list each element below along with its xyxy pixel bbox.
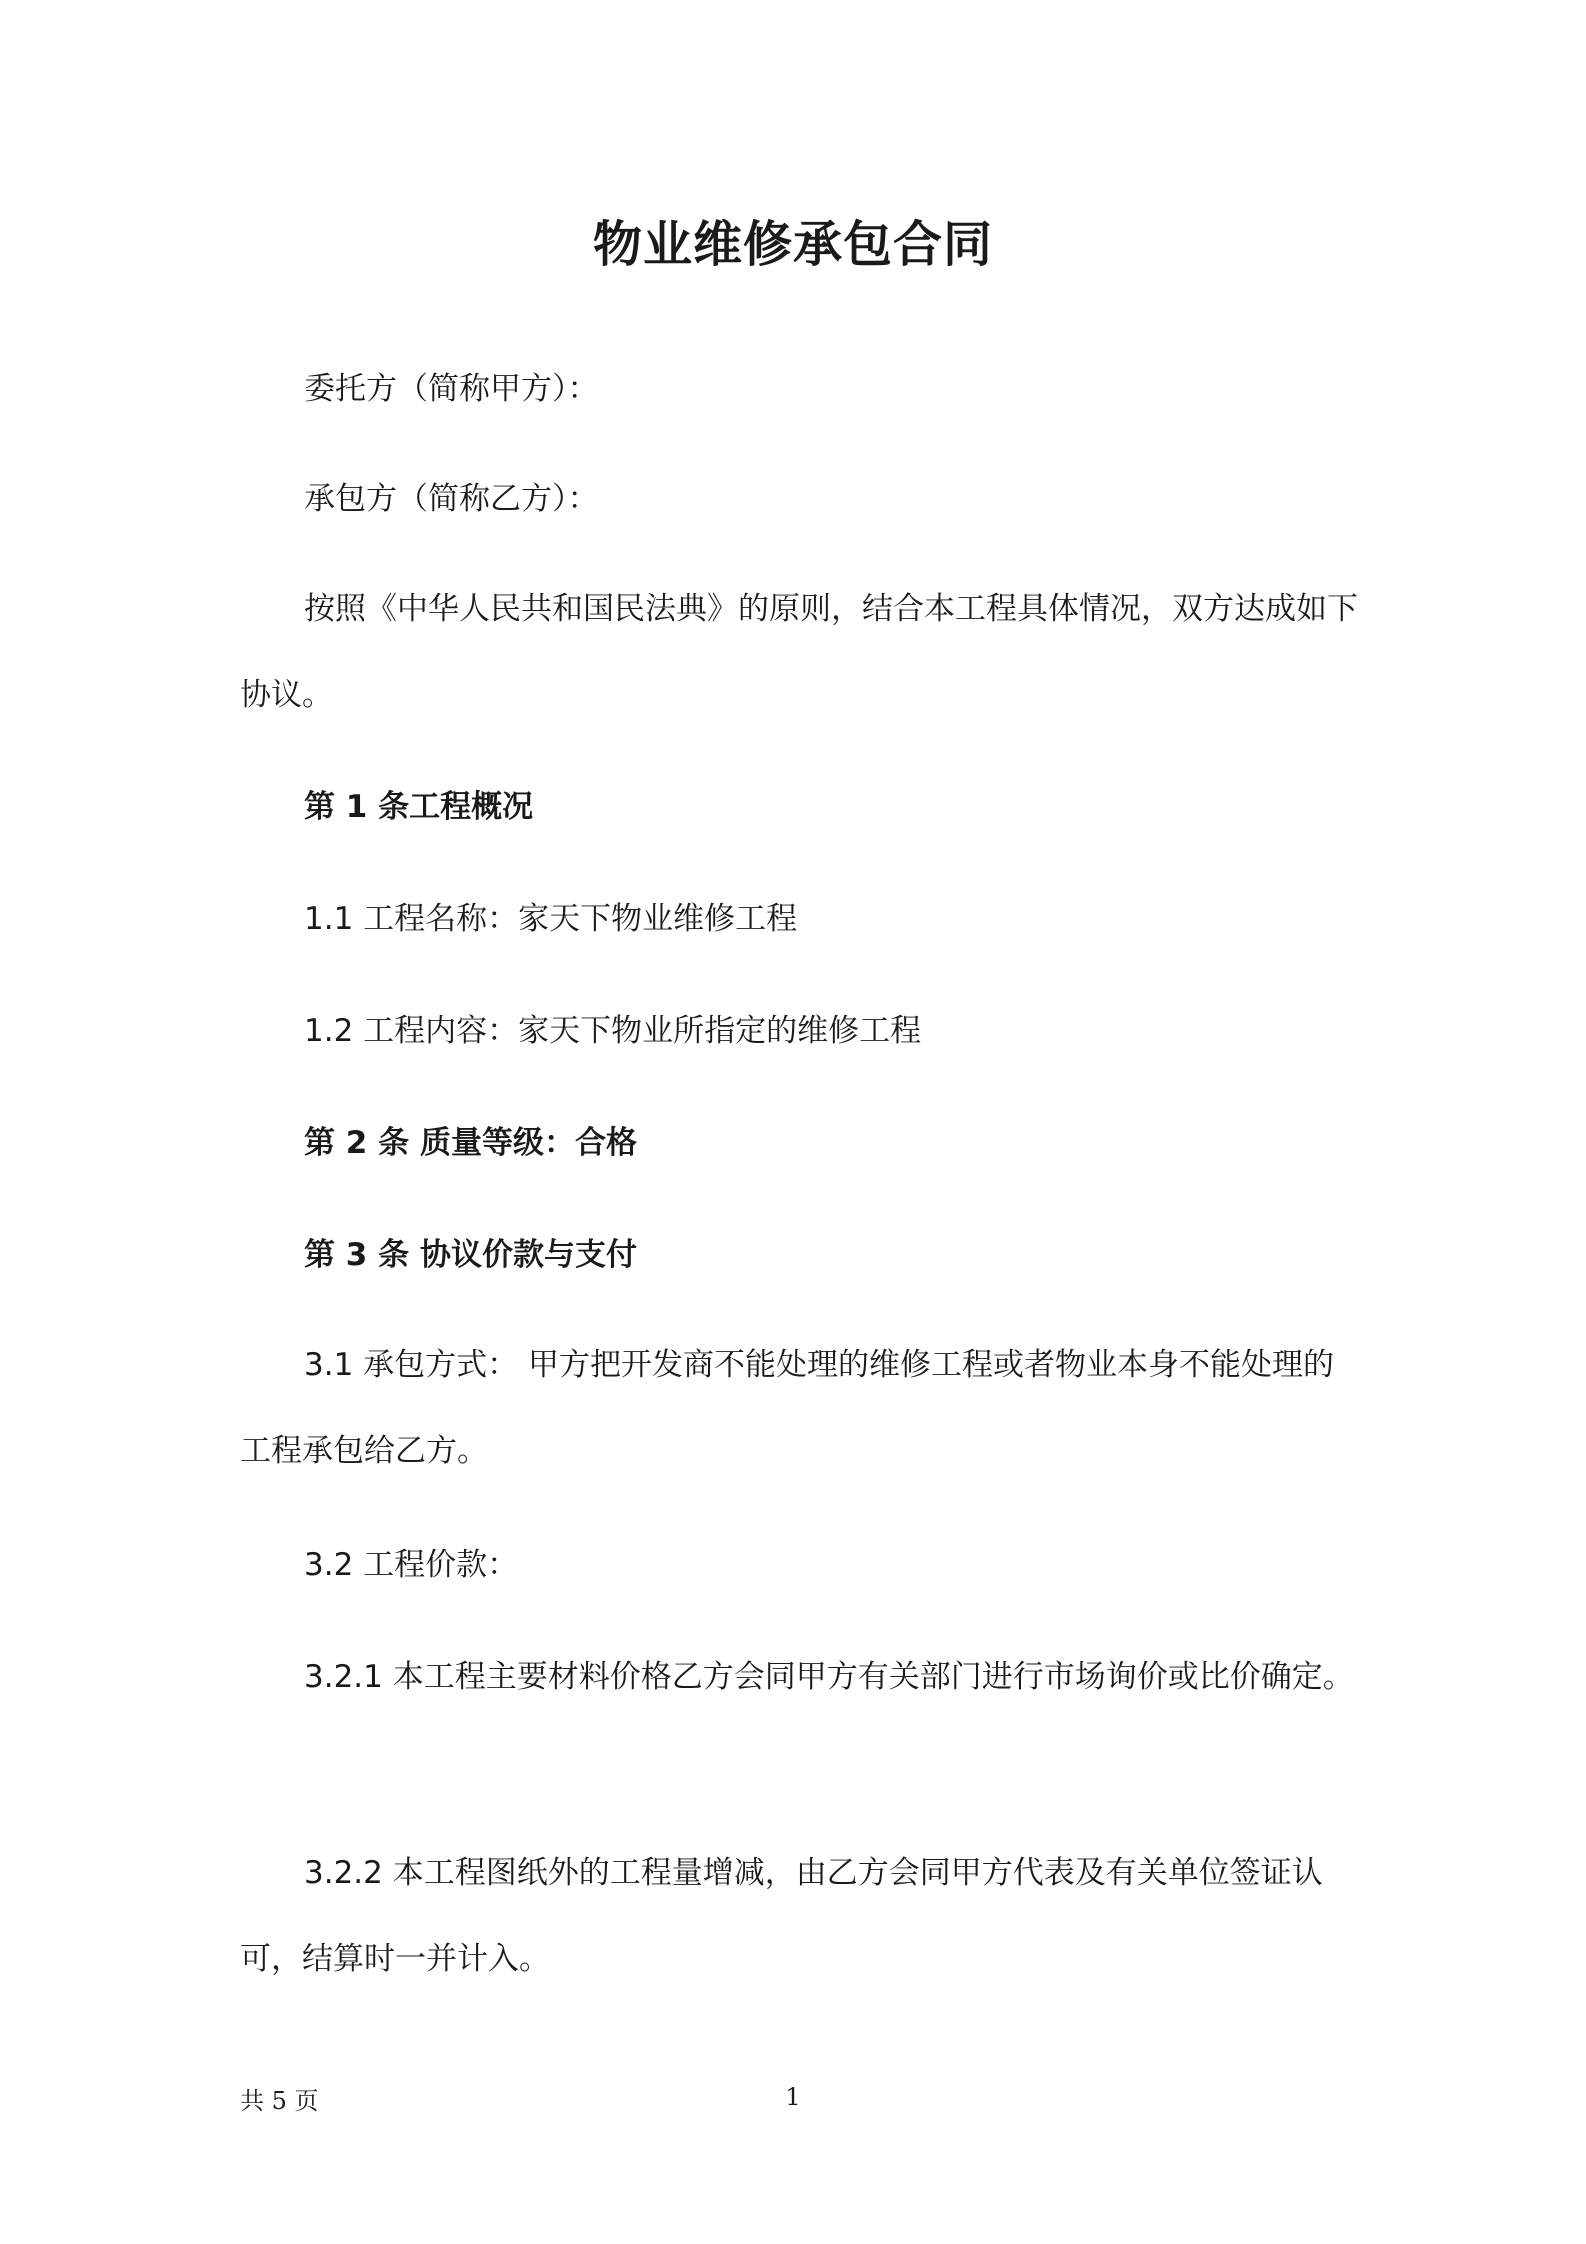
clause-3-2-2: 3.2.2 本工程图纸外的工程量增减，由乙方会同甲方代表及有关单位签证认可，结算时一并计入。 xyxy=(240,1855,1323,1977)
total-pages-label: 共 5 页 xyxy=(240,2087,319,2115)
clause-1-2: 1.2 工程内容：家天下物业所指定的维修工程 xyxy=(304,1013,922,1049)
clause-3-2: 3.2 工程价款： xyxy=(304,1547,519,1583)
article-2-heading: 第 2 条 质量等级：合格 xyxy=(304,1125,637,1161)
article-3-heading: 第 3 条 协议价款与支付 xyxy=(304,1237,637,1273)
document-title: 物业维修承包合同 xyxy=(592,216,993,273)
clause-1-1: 1.1 工程名称：家天下物业维修工程 xyxy=(304,901,798,937)
clause-3-1: 3.1 承包方式： 甲方把开发商不能处理的维修工程或者物业本身不能处理的工程承包给乙方。 xyxy=(240,1347,1335,1469)
party-b-line: 承包方（简称乙方）： xyxy=(304,481,599,517)
clause-3-2-1: 3.2.1 本工程主要材料价格乙方会同甲方有关部门进行市场询价或比价确定。 xyxy=(304,1659,1354,1695)
page-number: 1 xyxy=(785,2083,801,2111)
article-1-heading: 第 1 条工程概况 xyxy=(304,789,534,825)
party-a-line: 委托方（简称甲方）： xyxy=(304,371,599,407)
preamble-paragraph: 按照《中华人民共和国民法典》的原则，结合本工程具体情况，双方达成如下协议。 xyxy=(240,591,1358,713)
